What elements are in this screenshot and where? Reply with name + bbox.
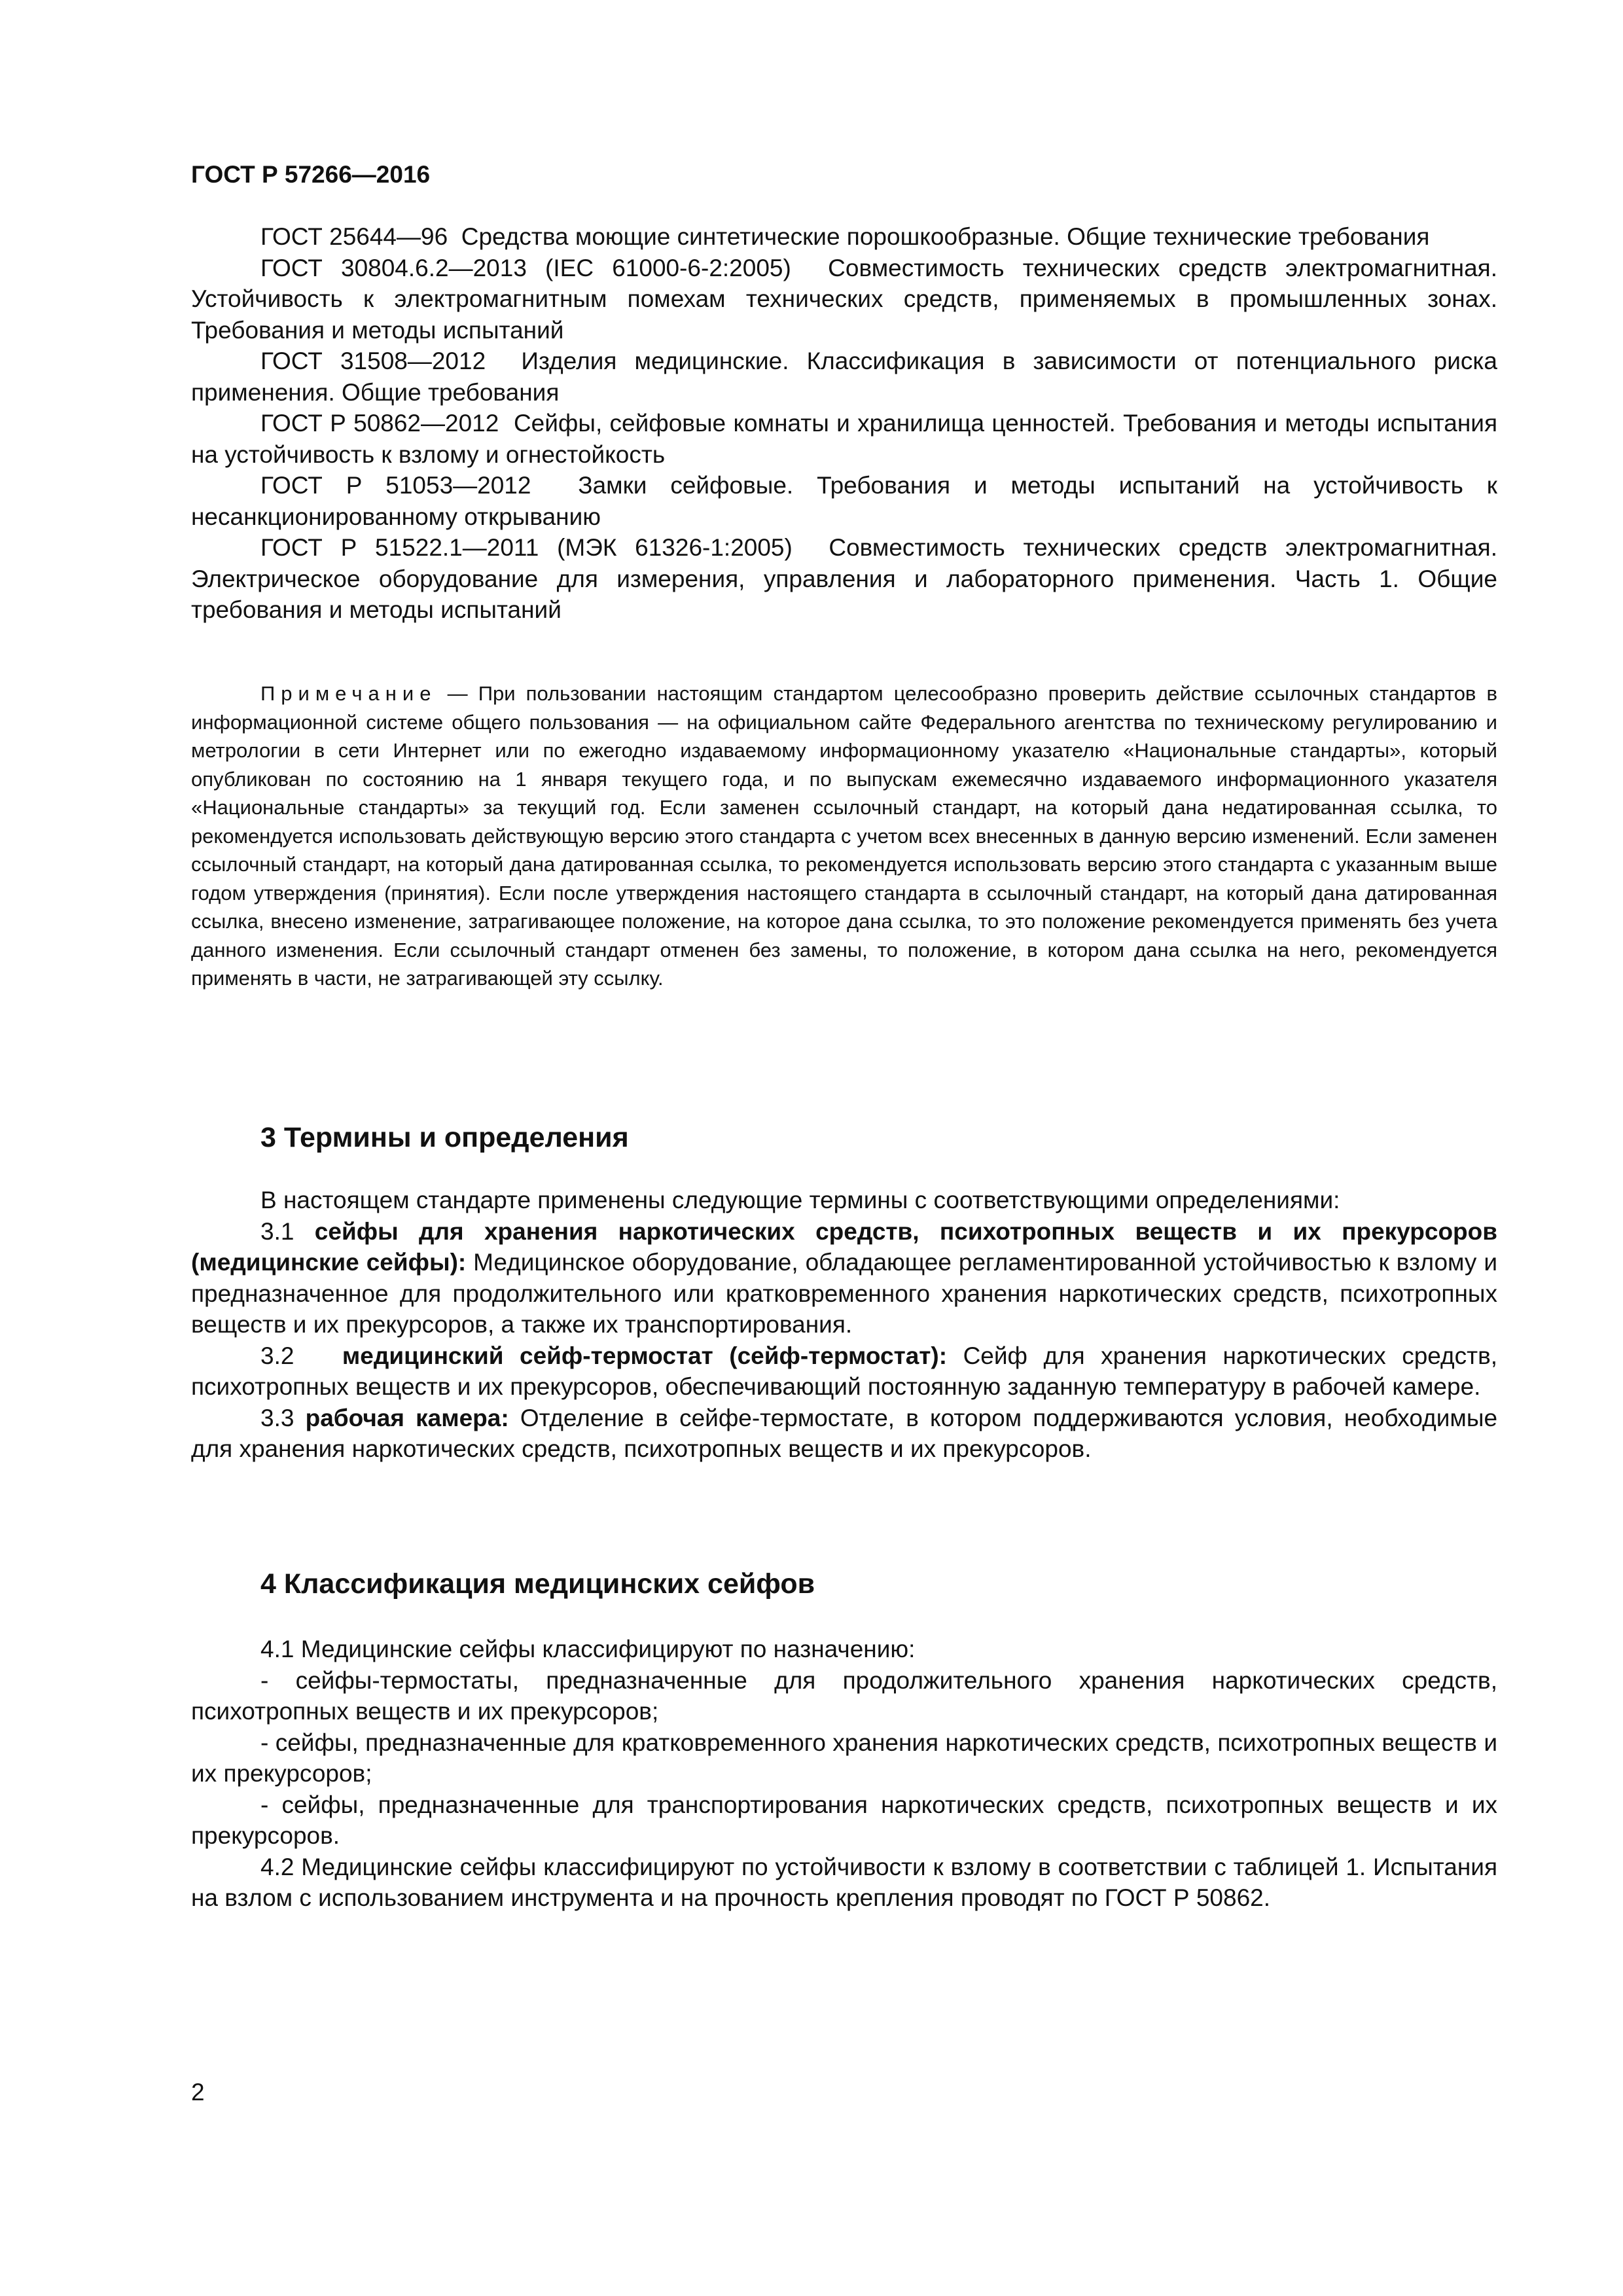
note-block — [191, 679, 1497, 993]
reference-code: ГОСТ Р 51053—2012 — [260, 472, 531, 499]
term-definition — [191, 1340, 1497, 1403]
note-paragraph — [191, 679, 1497, 993]
term-text: Медицинское оборудование, обладающее регламентированной устойчивостью к взлому и предназначенное для продолжительного или кратковременного хранения наркотических средств, психотропных веществ и их прекурсоров, а также их транспортирования. — [191, 1249, 1497, 1338]
list-item: - сейфы, предназначенные для кратковременного хранения наркотических средств, психотропных веществ и их прекурсоров; — [191, 1729, 1497, 1787]
section-3-heading: 3 Термины и определения — [260, 1122, 629, 1153]
reference-code: ГОСТ 30804.6.2—2013 (IEC 61000-6-2:2005) — [260, 254, 791, 281]
reference-code: ГОСТ 25644—96 — [260, 223, 448, 250]
reference-title: Совместимость технических средств электромагнитная. Устойчивость к электромагнитным помехам технических средств, применяемых в промышленных зонах. Требования и методы испытаний — [191, 254, 1498, 344]
reference-item — [191, 408, 1497, 470]
reference-item — [191, 253, 1497, 346]
section-3-intro: В настоящем стандарте применены следующие термины с соответствующими определениями: — [260, 1187, 1340, 1213]
reference-item — [191, 346, 1497, 408]
document-header: ГОСТ Р 57266—2016 — [191, 161, 431, 188]
reference-title: Совместимость технических средств электромагнитная. Электрическое оборудование для измерения, управления и лабораторного применения. Часть 1. Общие требования и методы испытаний — [191, 534, 1497, 623]
term-text: Отделение в сейфе-термостате, в котором поддерживаются условия, необходимые для хранения наркотических средств, психотропных веществ и их прекурсоров. — [191, 1404, 1498, 1462]
reference-title: Изделия медицинские. Классификация в зависимости от потенциального риска применения. Общие требования — [191, 348, 1497, 406]
reference-item — [191, 532, 1497, 626]
note-text: — При пользовании настоящим стандартом целесообразно проверить действие ссылочных стандартов в информационной системе общего пользования — на официальном сайте Федерального агентства по техническому регулированию и метрологии в сети Интернет или по ежегодно издаваемому информационному указателю «Национальные стандарты», который опубликован по состоянию на 1 января текущего года, и по выпускам ежемесячно издаваемого информационного указателя «Национальные стандарты» за текущий год. Если заменен ссылочный стандарт, на который дана недатированная ссылка, то рекомендуется использовать действующую версию этого стандарта с учетом всех внесенных в данную версию изменений. Если заменен ссылочный стандарт, на который дана датированная ссылка, то рекомендуется использовать версию этого стандарта с указанным выше годом утверждения (принятия). Если после утверждения настоящего стандарта в ссылочный стандарт, на который дана датированная ссылка, внесено изменение, затрагивающее положение, на которое дана ссылка, то это положение рекомендуется применять без учета данного изменения. Если ссылочный стандарт отменен без замены, то положение, в котором дана ссылка на него, рекомендуется применять в части, не затрагивающей эту ссылку. — [191, 682, 1497, 990]
section-4-paragraph: 4.2 Медицинские сейфы классифицируют по устойчивости к взлому в соответствии с таблицей 1. Испытания на взлом с использованием инструмента и на прочность крепления проводят по ГОСТ Р 50862. — [191, 1853, 1497, 1911]
term-definition — [191, 1403, 1497, 1465]
reference-title: Замки сейфовые. Требования и методы испытаний на устойчивость к несанкционированному открыванию — [191, 472, 1497, 530]
reference-title: Средства моющие синтетические порошкообразные. Общие технические требования — [461, 223, 1430, 250]
reference-title: Сейфы, сейфовые комнаты и хранилища ценностей. Требования и методы испытания на устойчивость к взлому и огнестойкость — [191, 410, 1497, 468]
term-definition — [191, 1216, 1497, 1340]
term-number: 3.3 — [260, 1404, 294, 1431]
term-number: 3.2 — [260, 1342, 294, 1369]
term-number: 3.1 — [260, 1217, 294, 1245]
note-label: Примечание — [260, 682, 437, 705]
term-name: медицинский сейф-термостат (сейф-термостат): — [342, 1342, 948, 1369]
term-name: рабочая камера: — [305, 1404, 509, 1431]
reference-code: ГОСТ Р 51522.1—2011 (МЭК 61326-1:2005) — [260, 534, 793, 561]
term-text: Сейф для хранения наркотических средств, психотропных веществ и их прекурсоров, обеспечивающий постоянную заданную температуру в рабочей камере. — [191, 1342, 1498, 1400]
list-item: - сейфы-термостаты, предназначенные для продолжительного хранения наркотических средств, психотропных веществ и их прекурсоров; — [191, 1666, 1497, 1725]
section-4-paragraph: 4.1 Медицинские сейфы классифицируют по назначению: — [260, 1636, 916, 1662]
section-4-body — [191, 1634, 1497, 1914]
section-3-body — [191, 1185, 1497, 1465]
list-item: - сейфы, предназначенные для транспортирования наркотических средств, психотропных веществ и их прекурсоров. — [191, 1791, 1497, 1849]
page-number: 2 — [191, 2079, 205, 2106]
reference-code: ГОСТ 31508—2012 — [260, 348, 486, 374]
section-4-heading: 4 Классификация медицинских сейфов — [260, 1568, 815, 1600]
term-name: сейфы для хранения наркотических средств, психотропных веществ и их прекурсоров (медицинские сейфы): — [191, 1217, 1498, 1276]
reference-item — [191, 470, 1497, 532]
reference-item — [191, 221, 1497, 253]
references-list — [191, 221, 1497, 626]
reference-code: ГОСТ Р 50862—2012 — [260, 410, 499, 437]
